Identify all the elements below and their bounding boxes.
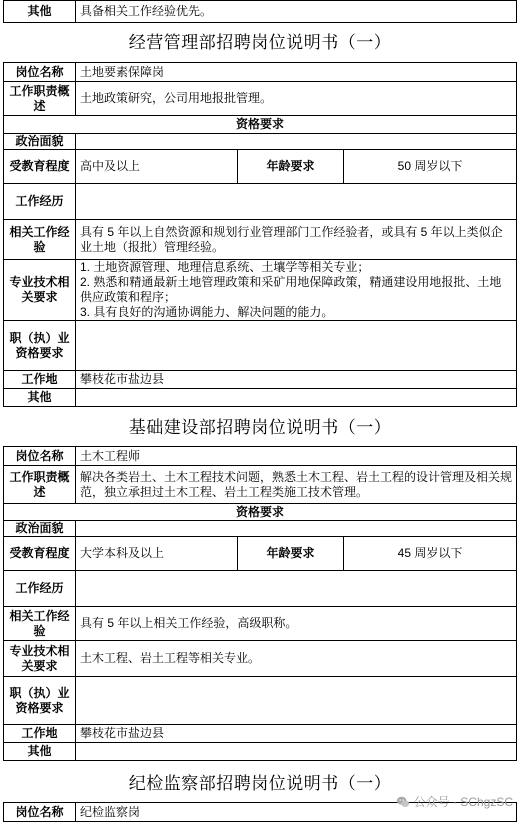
related-experience-value: 具有 5 年以上相关工作经验，高级职称。 [76,607,517,641]
certification-label: 职（执）业资格要求 [4,321,76,371]
education-value: 高中及以上 [76,150,238,184]
experience-value [76,571,517,607]
education-label: 受教育程度 [4,150,76,184]
workplace-value: 攀枝花市盐边县 [76,725,517,743]
workplace-label: 工作地 [4,371,76,389]
other-value: 具备相关工作经验优先。 [76,1,517,23]
skill-line: 3. 具有良好的沟通协调能力、解决问题的能力。 [80,305,334,319]
age-label: 年龄要求 [238,537,344,571]
job-table-1 [3,62,517,407]
position-value: 土木工程师 [76,447,517,466]
workplace-value: 攀枝花市盐边县 [76,371,517,389]
watermark-text: 公众号 · SChgzSC [413,795,513,809]
certification-value [76,321,517,371]
experience-label: 工作经历 [4,184,76,220]
education-label: 受教育程度 [4,537,76,571]
other-label: 其他 [4,743,76,761]
skills-value [76,260,517,321]
top-partial-table [3,0,517,23]
education-value: 大学本科及以上 [76,537,238,571]
related-experience-label: 相关工作经验 [4,607,76,641]
related-experience-label: 相关工作经验 [4,220,76,260]
other-label: 其他 [4,389,76,407]
politics-value [76,521,517,537]
job-table-2 [3,446,517,761]
duty-label: 工作职责概述 [4,82,76,116]
certification-value [76,677,517,725]
section-title: 纪检监察部招聘岗位说明书（一） [128,774,392,794]
age-value: 50 周岁以下 [344,150,517,184]
politics-label: 政治面貌 [4,134,76,150]
duty-value: 土地政策研究，公司用地报批管理。 [76,82,517,116]
experience-value [76,184,517,220]
related-experience-value: 具有 5 年以上自然资源和规划行业管理部门工作经验者，或具有 5 年以上类似企业土地（报批）管理经验。 [76,220,517,260]
certification-label: 职（执）业资格要求 [4,677,76,725]
position-label: 岗位名称 [4,63,76,82]
workplace-label: 工作地 [4,725,76,743]
age-value: 45 周岁以下 [344,537,517,571]
section-title: 基础建设部招聘岗位说明书（一） [128,418,392,438]
other-value [76,389,517,407]
age-label: 年龄要求 [238,150,344,184]
skills-label: 专业技术相关要求 [4,641,76,677]
wechat-icon [396,795,410,809]
watermark [396,793,513,810]
position-value: 土地要素保障岗 [76,63,517,82]
section-title: 经营管理部招聘岗位说明书（一） [128,33,392,53]
other-label: 其他 [4,1,76,23]
position-value: 纪检监察岗 [76,803,517,822]
skills-value [76,641,517,677]
requirements-header: 资格要求 [4,504,517,521]
position-label: 岗位名称 [4,447,76,466]
requirements-header: 资格要求 [4,116,517,134]
skill-line: 2. 熟悉和精通最新土地管理政策和采矿用地保障政策，精通建设用地报批、土地供应政策和程序； [80,275,502,304]
politics-value [76,134,517,150]
other-value [76,743,517,761]
experience-label: 工作经历 [4,571,76,607]
skills-label: 专业技术相关要求 [4,260,76,321]
document-page [3,0,517,822]
position-label: 岗位名称 [4,803,76,822]
duty-label: 工作职责概述 [4,466,76,504]
skill-line: 土木工程、岩土工程等相关专业。 [80,651,261,665]
politics-label: 政治面貌 [4,521,76,537]
skill-line: 1. 土地资源管理、地理信息系统、土壤学等相关专业； [80,260,370,274]
duty-value: 解决各类岩土、土木工程技术问题，熟悉土木工程、岩土工程的设计管理及相关规范，独立承担过土木工程、岩土工程类施工技术管理。 [76,466,517,504]
